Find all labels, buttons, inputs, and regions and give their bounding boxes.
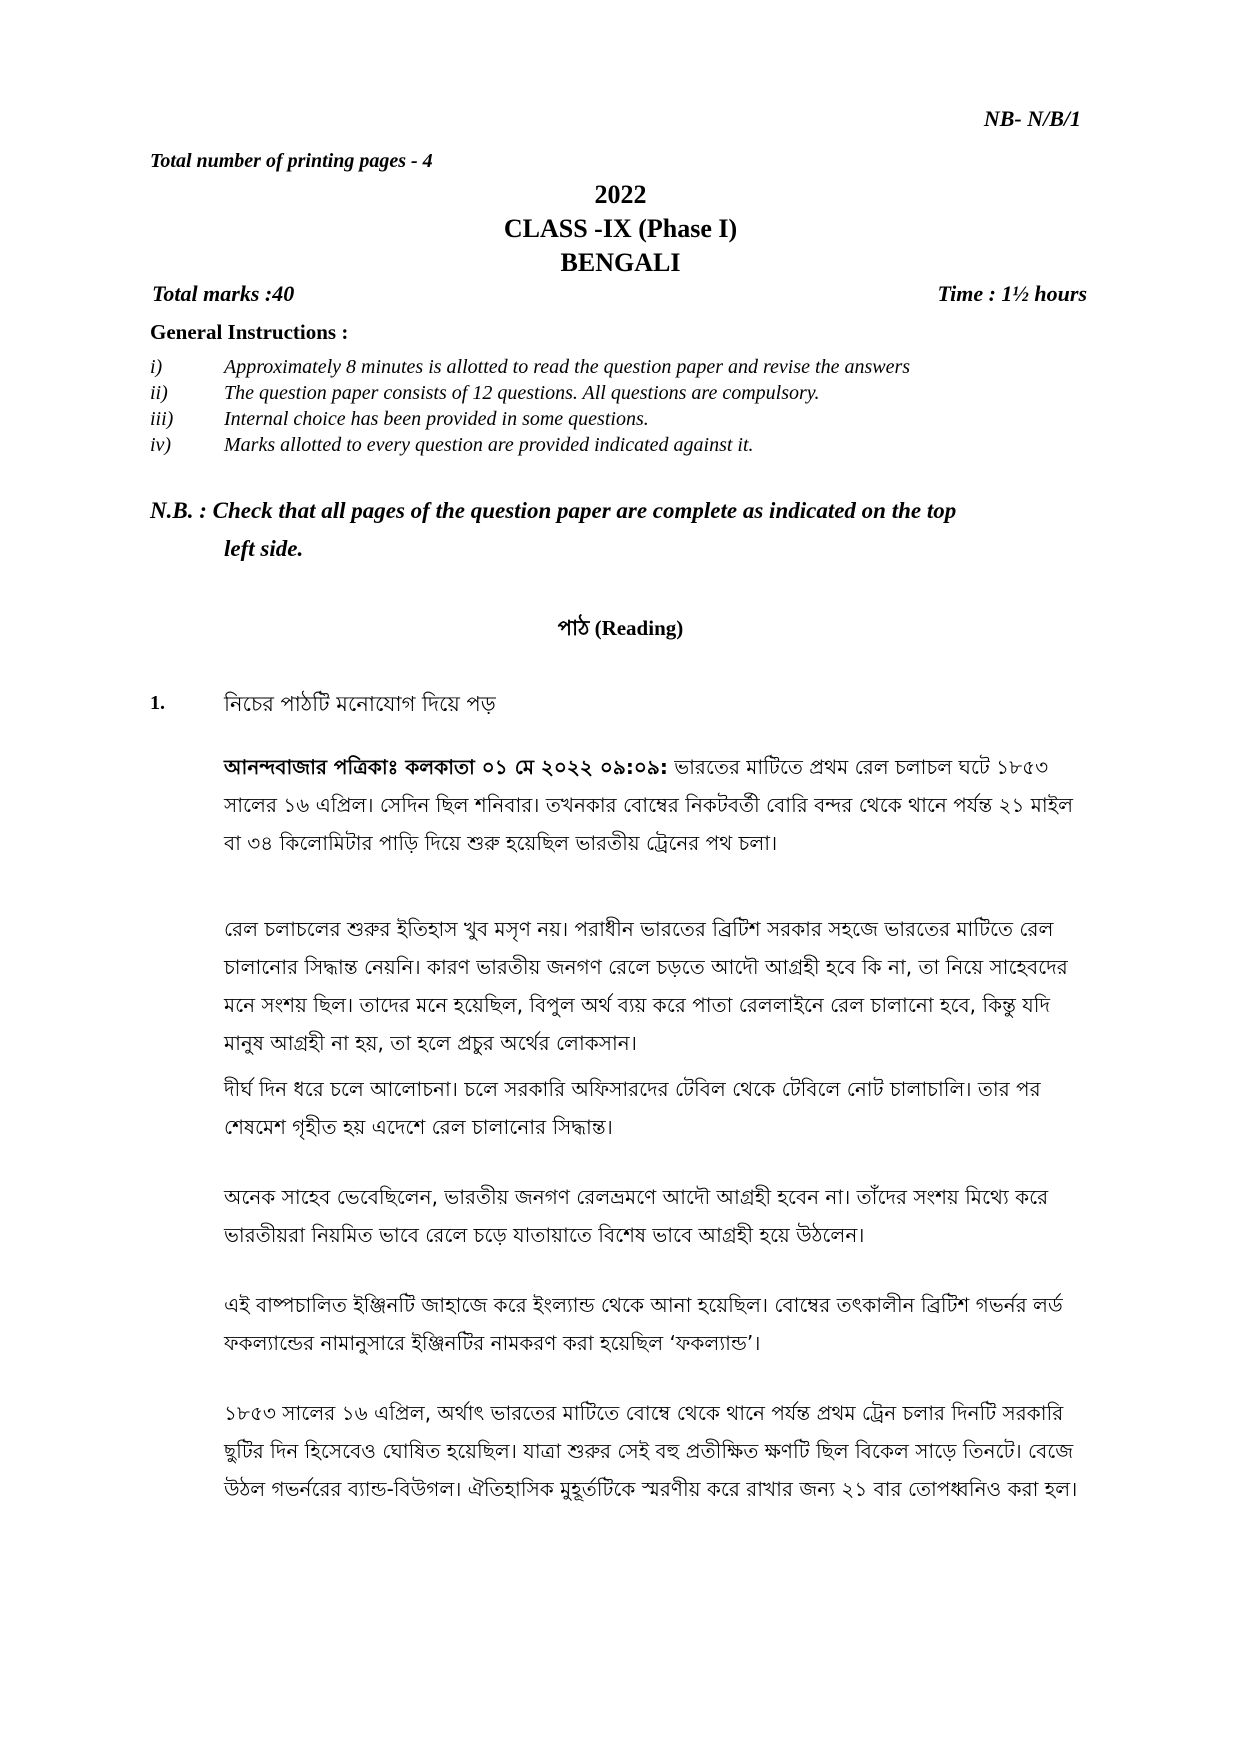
passage-paragraph-2 — [224, 910, 1094, 1062]
exam-time: Time : 1½ hours — [937, 281, 1087, 306]
printing-pages: Total number of printing pages - 4 — [150, 150, 433, 172]
total-marks: Total marks :40 — [152, 281, 295, 306]
passage-paragraph-1 — [224, 748, 1094, 862]
exam-class: CLASS -IX (Phase I) — [503, 214, 738, 243]
passage-paragraph-5 — [224, 1286, 1094, 1362]
section-heading-bengali: পাঠ — [557, 616, 590, 640]
passage-text: অনেক সাহেব ভেবেছিলেন, ভারতীয় জনগণ রেলভ্রমণে আদৌ আগ্রহী হবেন না। তাঁদের সংশয় মিথ্যে করে ভারতীয়রা নিয়মিত ভাবে রেলে চড়ে যাতায়াতে বিশেষ ভাবে আগ্রহী হয়ে উঠলেন। — [224, 1185, 1049, 1247]
passage-text: রেল চলাচলের শুরুর ইতিহাস খুব মসৃণ নয়। পরাধীন ভারতের ব্রিটিশ সরকার সহজে ভারতের মাটিতে রেল চালানোর সিদ্ধান্ত নেয়নি। কারণ ভারতীয় জনগণ রেলে চড়তে আদৌ আগ্রহী হবে কি না, তা নিয়ে সাহেবদের মনে সংশয় ছিল। তাদের মনে হয়েছিল, বিপুল অর্থ ব্যয় করে পাতা রেললাইনে রেল চালানো হবে, কিন্তু যদি মানুষ আগ্রহী না হয়, তা হলে প্রচুর অর্থের লোকসান। — [224, 917, 1068, 1055]
section-heading-english: (Reading) — [594, 616, 684, 640]
instruction-number: iv) — [150, 434, 172, 456]
question-number: 1. — [150, 692, 165, 714]
instruction-number: i) — [150, 356, 163, 378]
question-prompt: নিচের পাঠটি মনোযোগ দিয়ে পড় — [224, 692, 496, 716]
instruction-number: iii) — [150, 408, 174, 430]
instruction-text: Marks allotted to every question are provided indicated against it. — [224, 434, 754, 456]
instruction-number: ii) — [150, 382, 168, 404]
passage-paragraph-3 — [224, 1070, 1094, 1146]
passage-text: এই বাষ্পচালিত ইঞ্জিনটি জাহাজে করে ইংল্যান্ড থেকে আনা হয়েছিল। বোম্বের তৎকালীন ব্রিটিশ গভর্নর লর্ড ফকল্যান্ডের নামানুসারে ইঞ্জিনটির নামকরণ করা হয়েছিল ‘ফকল্যান্ড’। — [224, 1293, 1063, 1355]
paper-code: NB- N/B/1 — [983, 106, 1081, 131]
passage-text: দীর্ঘ দিন ধরে চলে আলোচনা। চলে সরকারি অফিসারদের টেবিল থেকে টেবিলে নোট চালাচালি। তার পর শেষমেশ গৃহীত হয় এদেশে রেল চালানোর সিদ্ধান্ত। — [224, 1077, 1041, 1139]
instruction-text: Approximately 8 minutes is allotted to read the question paper and revise the answers — [224, 356, 911, 378]
exam-subject: BENGALI — [560, 248, 681, 277]
passage-paragraph-6 — [224, 1394, 1094, 1508]
passage-text: ১৮৫৩ সালের ১৬ এপ্রিল, অর্থাৎ ভারতের মাটিতে বোম্বে থেকে থানে পর্যন্ত প্রথম ট্রেন চলার দিনটি সরকারি ছুটির দিন হিসেবেও ঘোষিত হয়েছিল। যাত্রা শুরুর সেই বহু প্রতীক্ষিত ক্ষণটি ছিল বিকেল সাড়ে তিনটে। বেজে উঠল গভর্নরের ব্যান্ড-বিউগল। ঐতিহাসিক মুহূর্তটিকে স্মরণীয় করে রাখার জন্য ২১ বার তোপধ্বনিও করা হল। — [224, 1401, 1078, 1501]
instruction-text: The question paper consists of 12 questions. All questions are compulsory. — [224, 382, 820, 404]
section-heading — [0, 612, 1241, 647]
passage-text: ভারতের মাটিতে প্রথম রেল চলাচল ঘটে ১৮৫৩ সালের ১৬ এপ্রিল। সেদিন ছিল শনিবার। তখনকার বোম্বের নিকটবর্তী বোরি বন্দর থেকে থানে পর্যন্ত ২১ মাইল বা ৩৪ কিলোমিটার পাড়ি দিয়ে শুরু হয়েছিল ভারতীয় ট্রেনের পথ চলা। — [224, 755, 1074, 855]
passage-paragraph-4 — [224, 1178, 1094, 1254]
nb-note-line1: N.B. : Check that all pages of the question paper are complete as indicated on the top — [150, 498, 957, 523]
nb-note-line2: left side. — [224, 536, 304, 561]
instructions-title: General Instructions : — [150, 320, 349, 344]
instruction-text: Internal choice has been provided in some questions. — [224, 408, 649, 430]
passage-source: আনন্দবাজার পত্রিকাঃ কলকাতা ০১ মে ২০২২ ০৯:০৯: — [224, 755, 668, 779]
exam-year: 2022 — [594, 180, 647, 209]
